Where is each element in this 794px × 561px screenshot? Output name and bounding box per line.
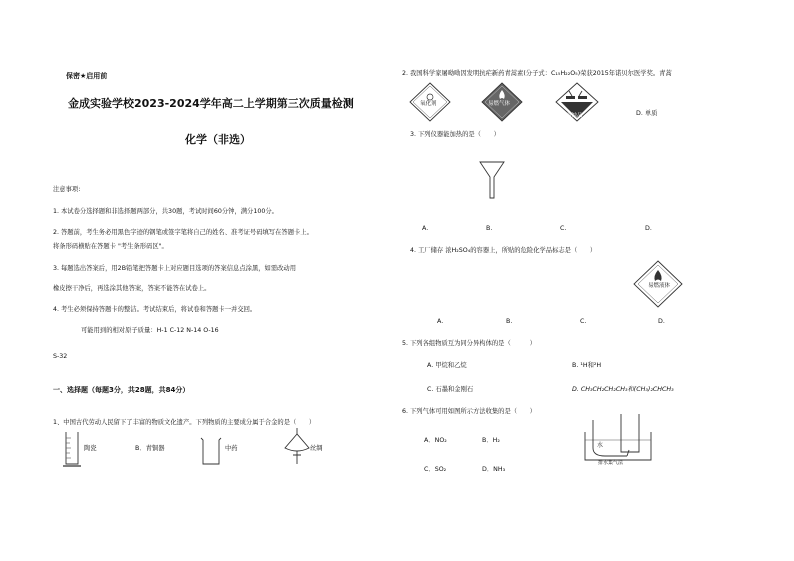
q4-option-a: A.	[437, 318, 444, 325]
q2-sign-label-a: 氧化剂	[420, 101, 437, 107]
notice-item-1: 1. 本试卷分选择题和非选择题两部分，共30题，考试时间60分钟，满分100分。	[53, 208, 278, 215]
q2-stem: 2. 我国科学家屠呦呦因发明抗疟新药青蒿素(分子式：C₁₅H₂₂O₅)荣获2015年诺贝尔医学奖。青蒿	[402, 70, 672, 77]
q3-stem: 3. 下列仪器能加热的是（ ）	[410, 131, 500, 138]
section-heading: 一、选择题（每题3分，共28题，共84分）	[53, 386, 190, 394]
atomic-mass-line: 可能用到的相对原子质量：H-1 C-12 N-14 O-16	[81, 327, 219, 334]
q5-option-a: A. 甲烷和乙烷	[427, 362, 467, 369]
q1-option-b: B．青铜器	[135, 445, 165, 452]
notice-item-2-cont: 将条形码横贴在答题卡 "考生条形码区"。	[53, 243, 168, 250]
q6-option-c: C．SO₂	[424, 466, 447, 473]
atomic-mass-line-2: S-32	[53, 353, 68, 360]
q6-water-label: 水	[597, 442, 604, 449]
q4-option-c: C.	[580, 318, 587, 325]
graduated-cylinder-icon	[62, 430, 86, 468]
separatory-funnel-icon	[283, 428, 311, 466]
notice-item-4: 4. 考生必须保持答题卡的整洁。考试结束后，将试卷和答题卡一并交回。	[53, 306, 257, 313]
page-title: 金成实验学校2023-2024学年高二上学期第三次质量检测	[68, 97, 354, 110]
notice-item-3-cont: 橡皮擦干净后，再选涂其他答案，答案不能答在试卷上。	[53, 285, 211, 292]
notice-heading: 注意事项:	[53, 186, 81, 193]
q3-option-d: D.	[645, 225, 652, 232]
q4-option-b: B.	[506, 318, 513, 325]
q5-option-c: C. 石墨和金刚石	[427, 386, 474, 393]
q3-option-a: A.	[422, 225, 429, 232]
page-subtitle: 化学（非选）	[185, 133, 251, 146]
beaker-icon	[200, 437, 222, 467]
q4-option-d: D.	[658, 318, 665, 325]
q3-option-c: C.	[560, 225, 567, 232]
q1-stem: 1、中国古代劳动人民留下了丰富的物质文化遗产。下列物质的主要成分属于合金的是（ ）	[53, 419, 316, 426]
q1-option-d: 丝绸	[310, 445, 323, 452]
q2-sign-label-b: 易燃气体	[488, 101, 511, 107]
q1-option-a: 陶瓷	[84, 445, 97, 452]
q6-stem: 6. 下列气体可用如图所示方法收集的是（ ）	[402, 408, 536, 415]
q2-sign-label-c: 腐蚀品	[566, 113, 583, 119]
q6-option-d: D．NH₃	[482, 466, 506, 473]
q6-option-b: B．H₂	[482, 437, 500, 444]
q5-option-b: B. ¹H和²H	[572, 362, 602, 369]
q3-option-b: B.	[486, 225, 493, 232]
q4-stem: 4. 工厂储存 浓H₂SO₄的容器上，所贴的危险化学品标志是（ ）	[410, 247, 597, 254]
q2-option-d: D. 单质	[636, 110, 658, 117]
notice-item-2: 2. 答题前，考生务必用黑色字迹的钢笔或签字笔将自己的姓名、准考证号码填写在答题卡上。	[53, 229, 313, 236]
funnel-icon	[479, 161, 505, 199]
q6-option-a: A．NO₂	[424, 437, 447, 444]
q6-figure-caption: 排水集气法	[598, 460, 624, 466]
q4-sign-label: 易燃液体	[648, 283, 671, 289]
q1-option-c: 中药	[225, 445, 238, 452]
q5-option-d: D. CH₃CH₂CH₂CH₃和(CH₃)₂CHCH₃	[572, 386, 674, 393]
notice-item-3: 3. 每题选出答案后，用2B铅笔把答题卡上对应题目选项的答案信息点涂黑，如需改动用	[53, 265, 297, 272]
q5-stem: 5. 下列各组物质互为同分异构体的是（ ）	[402, 340, 536, 347]
secret-mark: 保密★启用前	[66, 72, 108, 80]
